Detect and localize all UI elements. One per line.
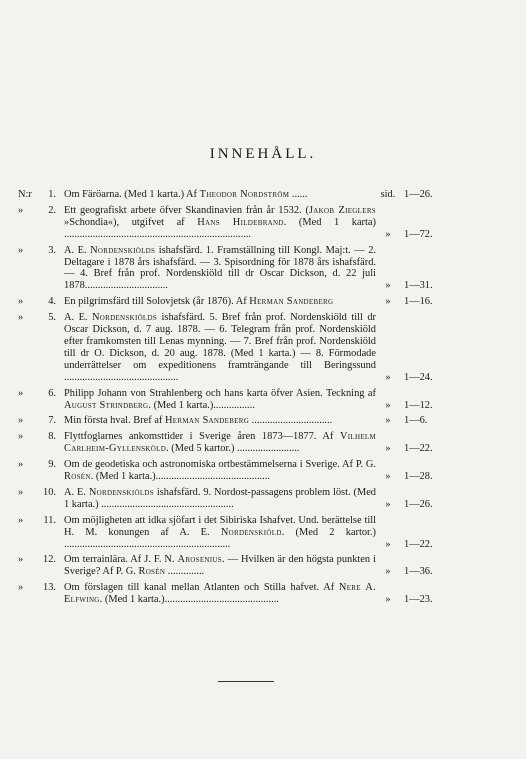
- page-range: 1—12.: [404, 399, 433, 411]
- entry-text-segment: . (Med 1 karta.)............................................: [99, 594, 279, 606]
- entry-number: 5.: [48, 312, 56, 324]
- page-range: 1—22.: [404, 443, 433, 455]
- author-name: Arosenius: [177, 554, 222, 566]
- entry-text-segment: ......: [289, 189, 308, 200]
- entry-text-segment: En pilgrimsfärd till Solovjetsk (år 1876). Af: [64, 296, 250, 308]
- page-range: 1—72.: [404, 228, 433, 240]
- entry-text-segment: »Schondia«), utgifvet af: [64, 216, 198, 228]
- page-ditto-mark: »: [385, 594, 391, 606]
- entry-text-segment: . (Med 1 karta) ........................................................................: [64, 216, 376, 240]
- ditto-mark: »: [18, 554, 24, 566]
- entry-text-segment: Philipp Johann von Strahlenberg och hans karta öfver Asien. Teckning af: [64, 387, 376, 399]
- ditto-mark: »: [18, 514, 24, 526]
- page-range: 1—31.: [404, 280, 433, 292]
- page-range: 1—22.: [404, 538, 433, 550]
- page-ditto-mark: »: [385, 399, 391, 411]
- entry-number: 3.: [48, 244, 56, 256]
- entry-text-segment: Om förslagen till kanal mellan Atlanten och Stilla hafvet. Af: [64, 582, 339, 594]
- author-name: Rosén: [138, 566, 166, 578]
- entry-text-segment: ...............................: [249, 415, 333, 427]
- entry-number: 4.: [48, 296, 56, 308]
- ditto-mark: »: [18, 204, 24, 216]
- page-ditto-mark: »: [385, 371, 391, 383]
- page-ditto-mark: »: [385, 566, 391, 578]
- author-name: Hans Hildebrand: [197, 216, 284, 228]
- entry-text: [64, 459, 376, 483]
- entry-number: 7.: [48, 415, 56, 427]
- entry-text-segment: . (Med 1 karta.)................: [148, 399, 255, 411]
- author-name: August Strindberg: [64, 399, 149, 411]
- entry-text-segment: . — Hvilken är den högsta punkten i Sverige? Af P. G.: [64, 554, 376, 578]
- closing-rule: [218, 681, 274, 682]
- entry-text: [64, 388, 376, 412]
- toc-entry: [18, 554, 518, 578]
- page-ditto-mark: »: [385, 443, 391, 455]
- toc-entry: [18, 459, 518, 483]
- page-range: 1—26.: [404, 189, 433, 200]
- ditto-mark: »: [18, 459, 24, 471]
- entry-text-segment: Om möjligheten att idka sjöfart i det Sibiriska Ishafvet. Und. berättelse till H. M. konungen af A. E.: [64, 514, 376, 538]
- toc-entry: [18, 245, 518, 293]
- page-range: 1—36.: [404, 566, 433, 578]
- entry-number: 10.: [43, 486, 56, 498]
- nr-label: N:r: [18, 189, 32, 200]
- page-range: 1—26.: [404, 498, 433, 510]
- ditto-mark: »: [18, 431, 24, 443]
- entry-text-segment: Min första hval. Bref af: [64, 415, 165, 427]
- author-name: Rosén: [64, 471, 91, 483]
- page-ditto-mark: »: [385, 415, 391, 427]
- author-name: Jakob Zieglers: [308, 204, 376, 216]
- page-range: 1—16.: [404, 296, 433, 308]
- page-ditto-mark: »: [385, 228, 391, 240]
- entry-text: [64, 515, 376, 551]
- page-range: 1—23.: [404, 594, 433, 606]
- entry-number: 11.: [43, 514, 56, 526]
- author-name: Nere A. Elfwing: [64, 582, 376, 606]
- entry-text: [64, 487, 376, 511]
- entry-text-segment: ishafsfärd. 1. Framställning till Kongl. Maj:t. — 2. Deltagare i 1878 års ishafsfärd. — 3. Spisordning för 1878 års ishafsfärd. — 4. Bref från prof. Nordenskiöld till dr Oscar Dickson, d. 22 juli 1878................................: [64, 244, 376, 292]
- author-name: Nordenskiölds: [90, 244, 156, 256]
- entry-text: [64, 245, 376, 293]
- toc-entry: [18, 415, 518, 427]
- sid-label: sid.: [380, 189, 396, 200]
- entry-text-segment: Flyttfoglarnes ankomsttider i Sverige åren 1873—1877. Af: [64, 431, 340, 443]
- entry-text: [64, 312, 376, 383]
- toc-entry: [18, 189, 518, 201]
- entry-text-segment: Om de geodetiska och astronomiska ortbestämmelserna i Sverige. Af P. G.: [64, 459, 376, 471]
- entry-text: [64, 431, 376, 455]
- ditto-mark: »: [18, 486, 24, 498]
- entry-number: 6.: [48, 387, 56, 399]
- page-range: 1—28.: [404, 471, 433, 483]
- page-ditto-mark: »: [385, 471, 391, 483]
- ditto-mark: »: [18, 312, 24, 324]
- ditto-mark: »: [18, 415, 24, 427]
- author-name: Nordenskiölds: [91, 312, 158, 324]
- toc-entry: [18, 205, 518, 241]
- entry-text-segment: . (Med 1 karta.)............................................: [90, 471, 270, 483]
- toc-entry: [18, 515, 518, 551]
- entry-number: 9.: [48, 459, 56, 471]
- author-name: Vilhelm Carlheim-Gyllensköld: [64, 431, 376, 455]
- author-name: Herman Sandeberg: [249, 296, 334, 308]
- entry-number: 13.: [43, 582, 56, 594]
- toc-entry: [18, 312, 518, 383]
- entry-number: 2.: [48, 204, 56, 216]
- ditto-mark: »: [18, 244, 24, 256]
- page-ditto-mark: »: [385, 538, 391, 550]
- page-range: 1—24.: [404, 371, 433, 383]
- entry-text: [64, 189, 376, 201]
- ditto-mark: »: [18, 387, 24, 399]
- entry-text-segment: ..............: [165, 566, 205, 578]
- author-name: Herman Sandeberg: [165, 415, 250, 427]
- toc-entry: [18, 296, 518, 308]
- entry-number: 12.: [43, 554, 56, 566]
- toc-entry: [18, 431, 518, 455]
- entry-text-segment: ishafsfärd. 9. Nordost-passagens problem löst. (Med 1 karta.) ...................................................: [64, 486, 376, 510]
- entry-text-segment: ishafsfärd. 5. Bref från prof. Nordenskiöld till dr Oscar Dickson, d. 7 aug. 1878. — 6. Telegram från prof. Nordenskiöld efter framkomsten till Lenas mynning. — 7. Bref från prof. Nordenskiöld till dr O. Dickson, d. 20 aug. 1878. (Med 1 karta.) — 8. Förmodade underrättelser om expeditionens framträngande till Beringssund ............................................: [64, 312, 376, 383]
- entry-text: [64, 554, 376, 578]
- entry-text-segment: Om terrainlära. Af J. F. N.: [64, 554, 178, 566]
- author-name: Nordenskiöld: [220, 526, 282, 538]
- author-name: Theodor Nordström: [199, 189, 290, 200]
- entry-text-segment: A. E.: [64, 244, 91, 256]
- entry-text-segment: Ett geografiskt arbete öfver Skandinavien från år 1532. (: [64, 204, 309, 216]
- entry-text-segment: . (Med 2 kartor.) ................................................................: [64, 526, 376, 550]
- entry-text-segment: A. E.: [64, 312, 92, 324]
- page-range: 1—6.: [404, 415, 428, 427]
- entry-text-segment: A. E.: [64, 486, 89, 498]
- entry-text: [64, 415, 376, 427]
- toc-entry: [18, 582, 518, 606]
- entry-number: 8.: [48, 431, 56, 443]
- entry-text-segment: . (Med 5 kartor.) ........................: [166, 443, 300, 455]
- ditto-mark: »: [18, 582, 24, 594]
- entry-text: [64, 296, 376, 308]
- toc-entry: [18, 388, 518, 412]
- entry-text: [64, 582, 376, 606]
- entry-text-segment: Om Färöarna. (Med 1 karta.) Af: [64, 189, 200, 200]
- page-ditto-mark: »: [385, 280, 391, 292]
- entry-number: 1.: [48, 189, 56, 200]
- page-title: INNEHÅLL.: [209, 146, 317, 162]
- page-ditto-mark: »: [385, 498, 391, 510]
- entry-text: [64, 205, 376, 241]
- toc-entry: [18, 487, 518, 511]
- ditto-mark: »: [18, 296, 24, 308]
- table-of-contents: [18, 189, 518, 610]
- page-ditto-mark: »: [385, 296, 391, 308]
- author-name: Nordenskiölds: [88, 486, 154, 498]
